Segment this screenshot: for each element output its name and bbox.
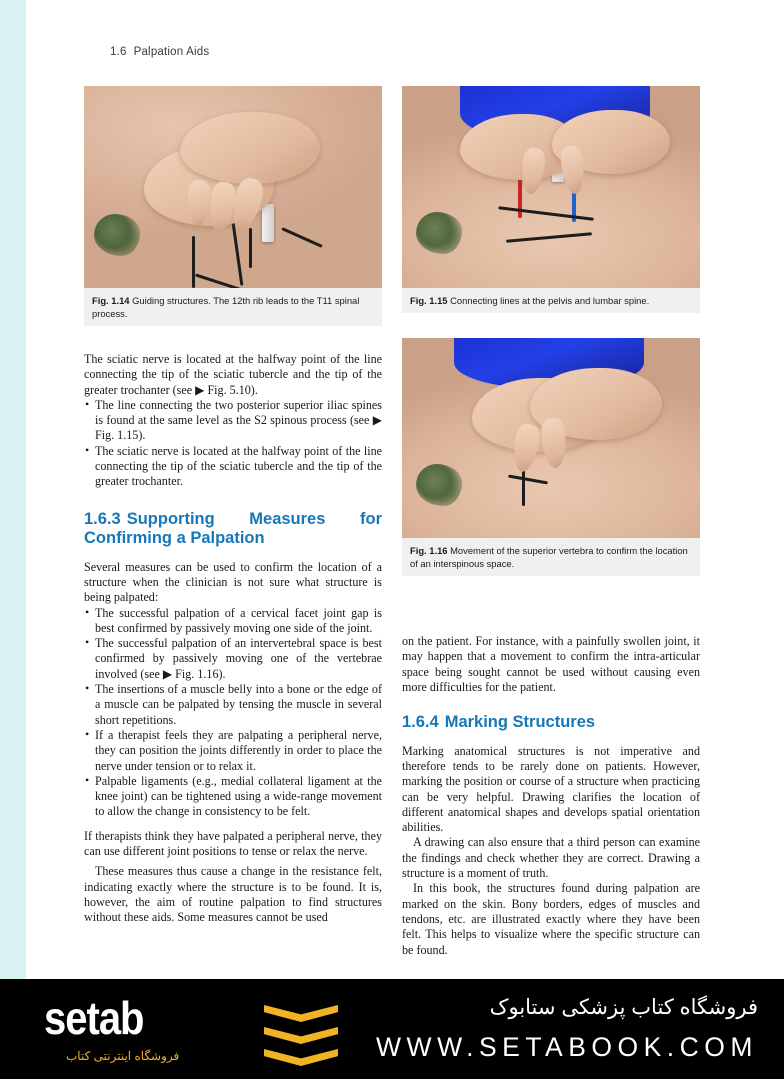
- figure-1-16-image: [402, 338, 700, 538]
- running-head-title: Palpation Aids: [133, 46, 210, 58]
- heading-1-6-4-text: Marking Structures: [444, 713, 596, 732]
- paragraph-marking-3: In this book, the structures found during palpation are marked on the skin. Bony borders, edges of muscles and tendons, etc. are illustrated exactly where they have been felt. This helps to visualize where the specific structure can be found.: [402, 881, 700, 957]
- figure-1-15-label: Fig. 1.15: [410, 295, 448, 306]
- figure-1-15-image: [402, 86, 700, 288]
- list-item: • The sciatic nerve is located at the halfway point of the line connecting the tip of the sciatic tubercle and the tip of the greater trochanter.: [84, 444, 382, 490]
- list-item: • The insertions of a muscle belly into a bone or the edge of a muscle can be palpated by tensing the muscle in several short repetitions.: [84, 682, 382, 728]
- list-item: • The successful palpation of an intervertebral space is best confirmed by passively moving one of the vertebrae involved (see ▶ Fig. 1.16).: [84, 636, 382, 682]
- figure-1-14: [84, 86, 382, 326]
- running-head: [110, 46, 209, 58]
- store-url[interactable]: WWW.SETABOOK.COM: [376, 1032, 758, 1062]
- figure-1-15-caption: [402, 288, 700, 313]
- list-item: • If a therapist feels they are palpating a peripheral nerve, they can position the joints differently in order to place the nerve under tension or to relax it.: [84, 728, 382, 774]
- figure-1-16: [402, 338, 700, 576]
- paragraph-continuation: on the patient. For instance, with a painfully swollen joint, it may happen that a movement to confirm the intra-articular space being sought cannot be used without causing even more difficulties for the patient.: [402, 634, 700, 694]
- intro-bullet-list: [84, 398, 382, 490]
- heading-1-6-3-text: Supporting Measures for Confirming a Palpation: [84, 509, 382, 548]
- figure-1-15: [402, 86, 700, 313]
- list-item: • The successful palpation of a cervical facet joint gap is best confirmed by passively moving one side of the joint.: [84, 606, 382, 637]
- measures-bullet-list: [84, 606, 382, 820]
- brand-logo-subtitle: فروشگاه اینترنتی کتاب: [66, 1049, 180, 1063]
- paragraph-marking-1: Marking anatomical structures is not imperative and therefore tends to be rarely done on patients. However, marking the position or course of a structure when practicing can be very helpful. Drawing clarifies the location of different anatomical shapes and develops spatial orientation abilities.: [402, 743, 700, 835]
- paragraph-measures-resistance: These measures thus cause a change in the resistance felt, indicating exactly where the structure is to be found. It is, however, the aim of routine palpation to find structures without these aids. Some measures cannot be used: [84, 864, 382, 925]
- brand-logo-text: setab: [44, 993, 144, 1045]
- figure-1-16-caption: [402, 538, 700, 576]
- figure-1-14-label: Fig. 1.14: [92, 295, 130, 306]
- heading-1-6-3-number: 1.6.3: [84, 509, 121, 528]
- heading-1-6-4: [402, 713, 700, 733]
- chevron-logo-icon: [264, 997, 338, 1067]
- running-head-number: 1.6: [110, 46, 127, 58]
- figure-1-16-caption-text: Movement of the superior vertebra to confirm the location of an interspinous space.: [410, 545, 688, 569]
- heading-1-6-3: [84, 510, 382, 549]
- paragraph-measures-intro: Several measures can be used to confirm the location of a structure when the clinician is not sure what structure is being palpated:: [84, 559, 382, 605]
- figure-1-14-caption-text: Guiding structures. The 12th rib leads to the T11 spinal process.: [92, 295, 360, 319]
- heading-1-6-4-number: 1.6.4: [402, 713, 439, 732]
- paragraph-marking-2: A drawing can also ensure that a third person can examine the findings and check whether they are correct. Drawing a structure is a moment of truth.: [402, 835, 700, 881]
- footer-text-block: [338, 995, 758, 1063]
- footer-banner: [0, 979, 784, 1079]
- paragraph-peripheral-nerve: If therapists think they have palpated a peripheral nerve, they can use different joint positions to tense or relax the nerve.: [84, 828, 382, 859]
- figure-1-14-caption: [84, 288, 382, 326]
- figure-1-16-label: Fig. 1.16: [410, 545, 448, 556]
- footer-logo-block: [36, 991, 366, 1069]
- store-title: فروشگاه کتاب پزشکی ستابوک: [489, 996, 758, 1019]
- paragraph-sciatic-intro: The sciatic nerve is located at the halfway point of the line connecting the tip of the sciatic tubercle and the tip of the greater trochanter (see ▶ Fig. 5.10).: [84, 352, 382, 397]
- list-item: • The line connecting the two posterior superior iliac spines is found at the same level as the S2 spinous process (see ▶ Fig. 1.15).: [84, 398, 382, 444]
- left-text-column: [84, 352, 382, 926]
- figure-1-15-caption-text: Connecting lines at the pelvis and lumbar spine.: [450, 295, 650, 306]
- list-item: • Palpable ligaments (e.g., medial collateral ligament at the knee joint) can be tightened using a wide-range movement to allow the change in consistency to be felt.: [84, 774, 382, 820]
- figure-1-14-image: [84, 86, 382, 288]
- right-text-column: [402, 634, 700, 958]
